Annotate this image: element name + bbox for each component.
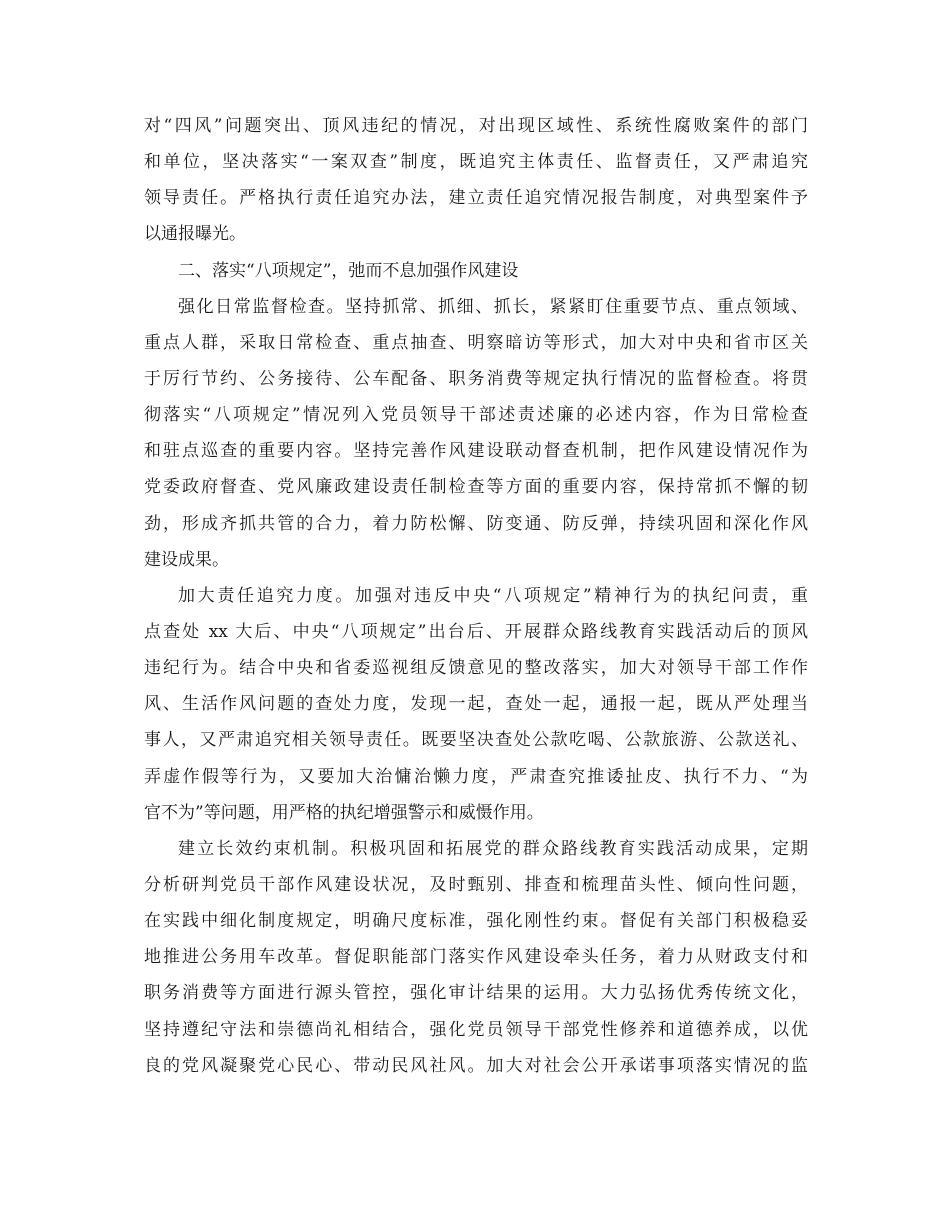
text-line: 领导责任。严格执行责任追究办法，建立责任追究情况报告制度，对典型案件予 [144, 188, 808, 209]
text-line: 和单位，坚决落实“一案双查”制度，既追究主体责任、监督责任，又严肃追究 [144, 152, 808, 173]
text-line: 点查处 xx 大后、中央“八项规定”出台后、开展群众路线教育实践活动后的顶风 [144, 621, 808, 642]
text-line: 党委政府督查、党风廉政建设责任制检查等方面的重要内容，保持常抓不懈的韧 [144, 477, 808, 498]
text-line: 坚持遵纪守法和崇德尚礼相结合，强化党员领导干部党性修养和道德养成，以优 [144, 1019, 808, 1040]
text-line: 职务消费等方面进行源头管控，强化审计结果的运用。大力弘扬优秀传统文化， [144, 983, 808, 1004]
text-line: 劲，形成齐抓共管的合力，着力防松懈、防变通、防反弹，持续巩固和深化作风 [144, 513, 808, 534]
text-line: 建立长效约束机制。积极巩固和拓展党的群众路线教育实践活动成果，定期 [178, 838, 808, 859]
text-line: 对“四风”问题突出、顶风违纪的情况，对出现区域性、系统性腐败案件的部门 [144, 116, 808, 136]
text-line: 官不为”等问题，用严格的执纪增强警示和威慑作用。 [144, 802, 544, 823]
text-line: 强化日常监督检查。坚持抓常、抓细、抓长，紧紧盯住重要节点、重点领域、 [178, 296, 808, 317]
text-line: 二、落实“八项规定”，弛而不息加强作风建设 [178, 260, 519, 281]
text-line: 风、生活作风问题的查处力度，发现一起，查处一起，通报一起，既从严处理当 [144, 694, 808, 715]
text-line: 重点人群，采取日常检查、重点抽查、明察暗访等形式，加大对中央和省市区关 [144, 332, 808, 353]
text-line: 违纪行为。结合中央和省委巡视组反馈意见的整改落实，加大对领导干部工作作 [144, 658, 808, 679]
text-line: 建设成果。 [144, 549, 229, 570]
text-line: 在实践中细化制度规定，明确尺度标准，强化刚性约束。督促有关部门积极稳妥 [144, 911, 808, 932]
text-line: 地推进公务用车改革。督促职能部门落实作风建设牵头任务，着力从财政支付和 [144, 947, 808, 968]
text-line: 弄虚作假等行为，又要加大治慵治懒力度，严肃查究推诿扯皮、执行不力、“为 [144, 766, 808, 787]
text-line: 和驻点巡查的重要内容。坚持完善作风建设联动督查机制，把作风建设情况作为 [144, 441, 808, 462]
text-line: 良的党风凝聚党心民心、带动民风社风。加大对社会公开承诺事项落实情况的监 [144, 1055, 808, 1076]
text-line: 事人，又严肃追究相关领导责任。既要坚决查处公款吃喝、公款旅游、公款送礼、 [144, 730, 808, 751]
text-line: 彻落实“八项规定”情况列入党员领导干部述责述廉的必述内容，作为日常检查 [144, 405, 808, 426]
text-line: 于厉行节约、公务接待、公车配备、职务消费等规定执行情况的监督检查。将贯 [144, 368, 808, 389]
document-body [144, 108, 808, 1084]
text-line: 以通报曝光。 [144, 224, 246, 245]
text-line: 分析研判党员干部作风建设状况，及时甄别、排查和梳理苗头性、倾向性问题， [144, 874, 808, 895]
text-line: 加大责任追究力度。加强对违反中央“八项规定”精神行为的执纪问责，重 [178, 585, 808, 606]
